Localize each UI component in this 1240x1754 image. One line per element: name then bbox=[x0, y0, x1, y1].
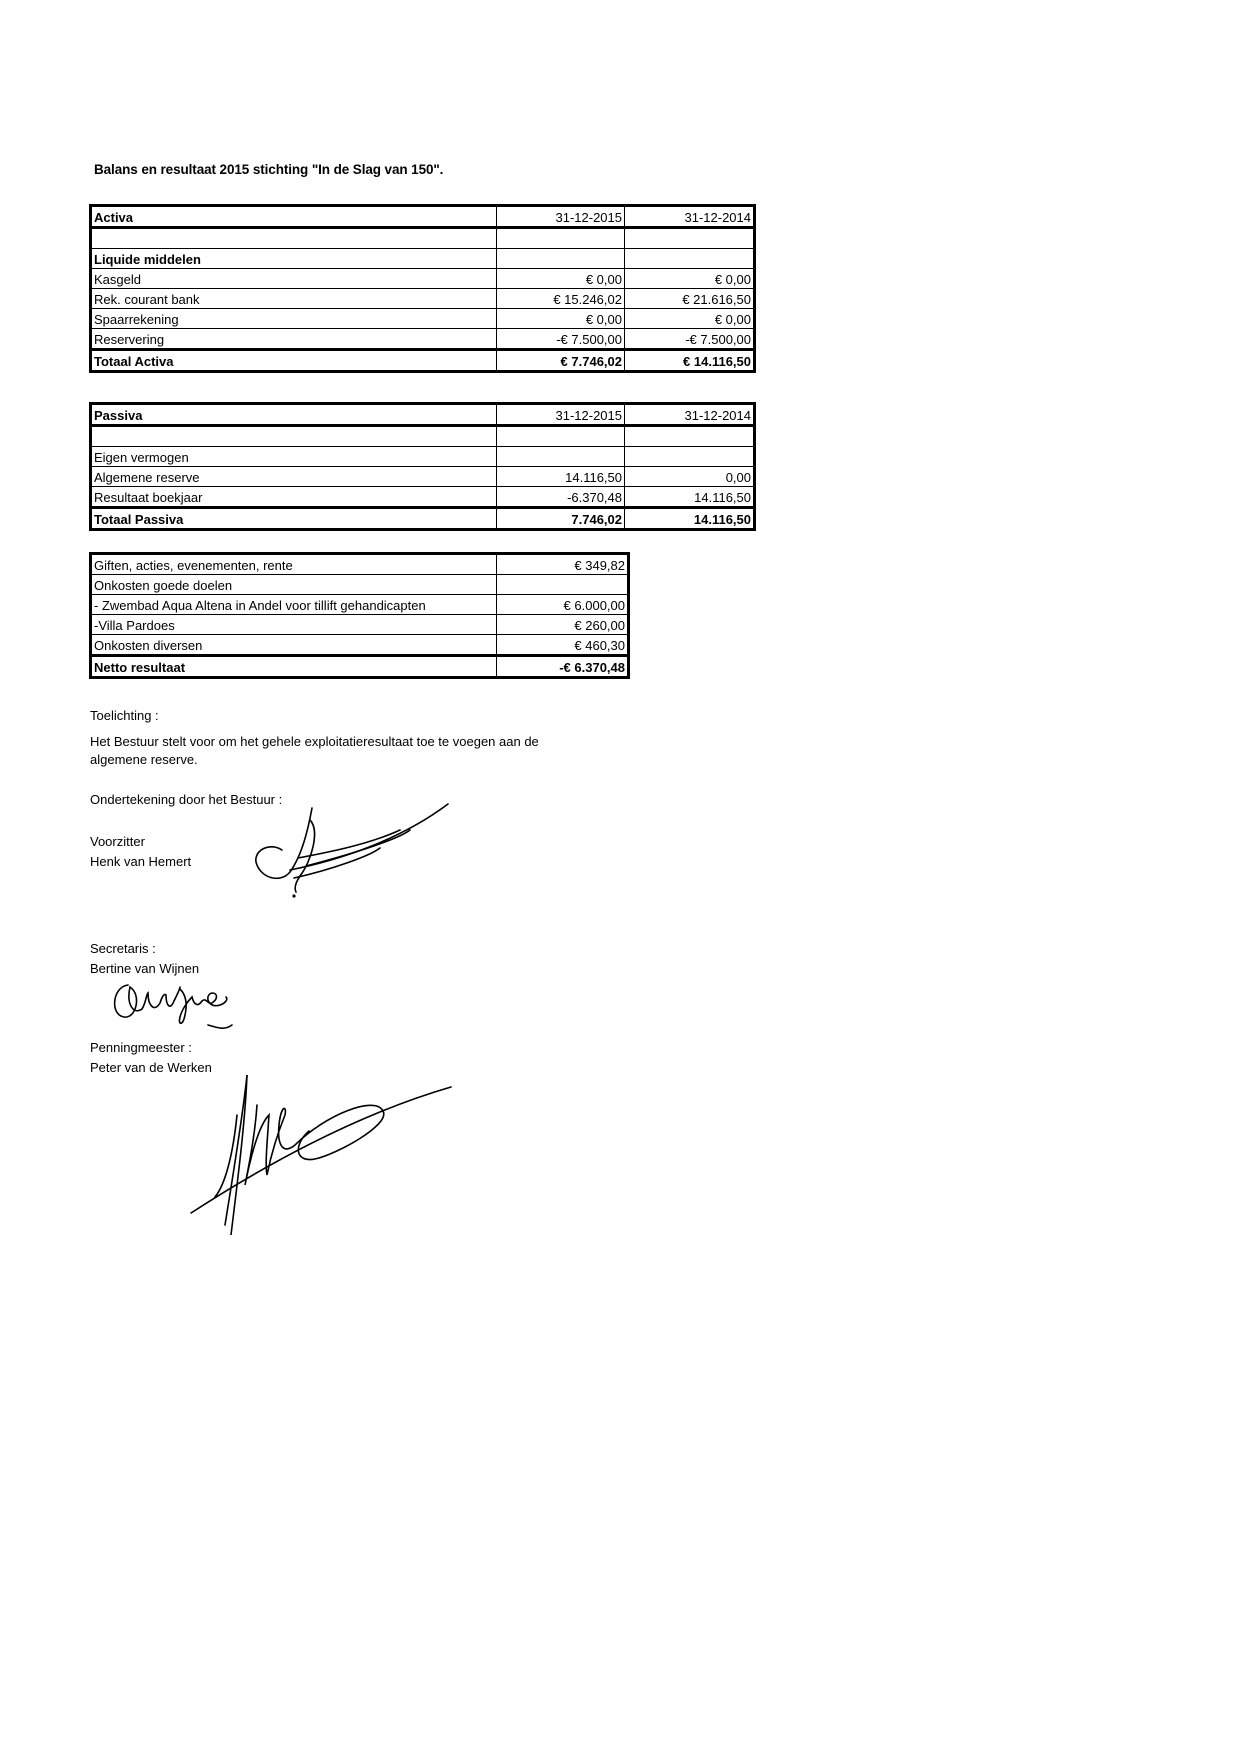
activa-row bbox=[91, 329, 755, 350]
passiva-2014: 0,00 bbox=[625, 467, 755, 487]
resultaat-row bbox=[91, 575, 629, 595]
activa-2015 bbox=[497, 249, 625, 269]
passiva-row bbox=[91, 487, 755, 508]
passiva-2014 bbox=[625, 426, 755, 447]
passiva-2015: 14.116,50 bbox=[497, 467, 625, 487]
resultaat-row bbox=[91, 554, 629, 575]
passiva-label: Algemene reserve bbox=[91, 467, 497, 487]
passiva-2015 bbox=[497, 447, 625, 467]
resultaat-label: -Villa Pardoes bbox=[91, 615, 497, 635]
resultaat-label: Onkosten diversen bbox=[91, 635, 497, 656]
activa-header-label: Activa bbox=[91, 206, 497, 228]
toelichting-line2: algemene reserve. bbox=[90, 752, 198, 767]
activa-label: Kasgeld bbox=[91, 269, 497, 289]
activa-2014: € 0,00 bbox=[625, 309, 755, 329]
resultaat-body bbox=[91, 554, 629, 656]
activa-total-label: Totaal Activa bbox=[91, 350, 497, 372]
passiva-header-label: Passiva bbox=[91, 404, 497, 426]
passiva-label: Resultaat boekjaar bbox=[91, 487, 497, 508]
passiva-row bbox=[91, 447, 755, 467]
resultaat-table bbox=[89, 552, 630, 679]
resultaat-row bbox=[91, 615, 629, 635]
resultaat-value: € 349,82 bbox=[497, 554, 629, 575]
resultaat-total-value: -€ 6.370,48 bbox=[497, 656, 629, 678]
activa-label bbox=[91, 228, 497, 249]
activa-2015: -€ 7.500,00 bbox=[497, 329, 625, 350]
activa-label: Rek. courant bank bbox=[91, 289, 497, 309]
resultaat-label: Onkosten goede doelen bbox=[91, 575, 497, 595]
activa-total-row bbox=[91, 350, 755, 372]
activa-label: Reservering bbox=[91, 329, 497, 350]
activa-total-2014: € 14.116,50 bbox=[625, 350, 755, 372]
passiva-label: Eigen vermogen bbox=[91, 447, 497, 467]
activa-row bbox=[91, 289, 755, 309]
resultaat-total-row bbox=[91, 656, 629, 678]
resultaat-row bbox=[91, 595, 629, 615]
activa-2014: € 21.616,50 bbox=[625, 289, 755, 309]
resultaat-label: Giften, acties, evenementen, rente bbox=[91, 554, 497, 575]
resultaat-value: € 260,00 bbox=[497, 615, 629, 635]
penningmeester-signature bbox=[185, 1075, 465, 1235]
toelichting-heading: Toelichting : bbox=[90, 708, 159, 723]
activa-header-row bbox=[91, 206, 755, 228]
penningmeester-name: Peter van de Werken bbox=[90, 1060, 212, 1075]
activa-2015: € 0,00 bbox=[497, 309, 625, 329]
passiva-2014 bbox=[625, 447, 755, 467]
resultaat-value: € 460,30 bbox=[497, 635, 629, 656]
passiva-total-2014: 14.116,50 bbox=[625, 508, 755, 530]
passiva-label bbox=[91, 426, 497, 447]
activa-header-2015: 31-12-2015 bbox=[497, 206, 625, 228]
activa-label: Liquide middelen bbox=[91, 249, 497, 269]
activa-2014 bbox=[625, 228, 755, 249]
activa-body bbox=[91, 228, 755, 350]
penningmeester-role: Penningmeester : bbox=[90, 1040, 192, 1055]
activa-table bbox=[89, 204, 756, 373]
activa-label: Spaarrekening bbox=[91, 309, 497, 329]
passiva-header-2014: 31-12-2014 bbox=[625, 404, 755, 426]
activa-2014 bbox=[625, 249, 755, 269]
activa-2015: € 0,00 bbox=[497, 269, 625, 289]
passiva-2015: -6.370,48 bbox=[497, 487, 625, 508]
activa-2014: -€ 7.500,00 bbox=[625, 329, 755, 350]
passiva-header-2015: 31-12-2015 bbox=[497, 404, 625, 426]
resultaat-label: - Zwembad Aqua Altena in Andel voor tillift gehandicapten bbox=[91, 595, 497, 615]
passiva-body bbox=[91, 426, 755, 508]
voorzitter-role: Voorzitter bbox=[90, 834, 145, 849]
toelichting-line1: Het Bestuur stelt voor om het gehele exploitatieresultaat toe te voegen aan de bbox=[90, 734, 539, 749]
resultaat-row bbox=[91, 635, 629, 656]
passiva-2014: 14.116,50 bbox=[625, 487, 755, 508]
voorzitter-signature bbox=[250, 800, 510, 900]
passiva-total-label: Totaal Passiva bbox=[91, 508, 497, 530]
secretaris-role: Secretaris : bbox=[90, 941, 156, 956]
activa-header-2014: 31-12-2014 bbox=[625, 206, 755, 228]
activa-row bbox=[91, 249, 755, 269]
passiva-row bbox=[91, 426, 755, 447]
secretaris-signature bbox=[108, 975, 238, 1035]
resultaat-value bbox=[497, 575, 629, 595]
activa-total-2015: € 7.746,02 bbox=[497, 350, 625, 372]
passiva-total-row bbox=[91, 508, 755, 530]
activa-row bbox=[91, 228, 755, 249]
resultaat-total-label: Netto resultaat bbox=[91, 656, 497, 678]
secretaris-name: Bertine van Wijnen bbox=[90, 961, 200, 976]
activa-2015 bbox=[497, 228, 625, 249]
passiva-total-2015: 7.746,02 bbox=[497, 508, 625, 530]
voorzitter-name: Henk van Hemert bbox=[90, 854, 192, 869]
passiva-row bbox=[91, 467, 755, 487]
activa-row bbox=[91, 309, 755, 329]
passiva-2015 bbox=[497, 426, 625, 447]
activa-row bbox=[91, 269, 755, 289]
ondertekening-label: Ondertekening door het Bestuur : bbox=[90, 792, 283, 807]
passiva-header-row bbox=[91, 404, 755, 426]
resultaat-value: € 6.000,00 bbox=[497, 595, 629, 615]
activa-2014: € 0,00 bbox=[625, 269, 755, 289]
activa-2015: € 15.246,02 bbox=[497, 289, 625, 309]
passiva-table bbox=[89, 402, 756, 531]
document-title: Balans en resultaat 2015 stichting "In de Slag van 150". bbox=[94, 162, 444, 177]
